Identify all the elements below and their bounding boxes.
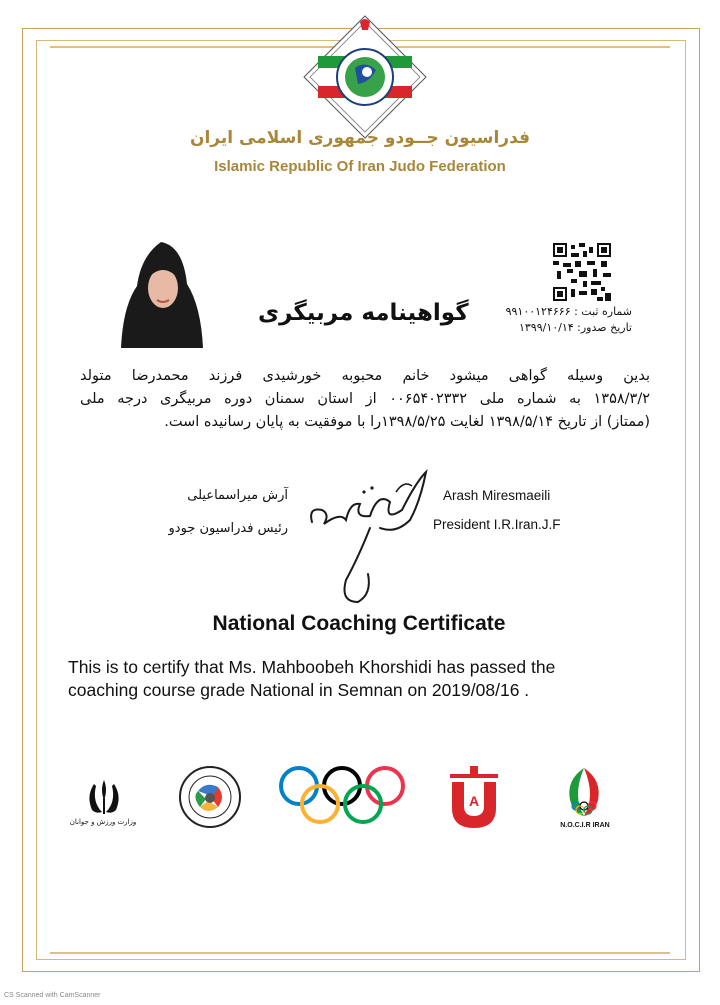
- certificate-body-fa-line: بدین وسیله گواهی میشود خانم محبوبه خورشیدی فرزند محمدرضا متولد: [80, 368, 650, 384]
- ijf-logo: [178, 765, 242, 829]
- olympic-rings-icon: [277, 764, 407, 826]
- certificate-body-fa-line: ۱۳۵۸/۳/۲ به شماره ملی ۰۰۶۵۴۰۲۳۳۲ از استان سمنان دوره مربیگری درجه ملی: [80, 391, 650, 407]
- certificate-body-en-line: coaching course grade National in Semnan on 2019/08/16 .: [68, 680, 530, 700]
- signatory-name-fa: آرش میراسماعیلی: [187, 488, 288, 503]
- certificate-title-en: National Coaching Certificate: [212, 612, 506, 635]
- signature: [300, 462, 440, 622]
- border-ornament-bottom: [50, 952, 670, 954]
- scanner-watermark: CS Scanned with CamScanner: [4, 992, 101, 999]
- federation-name-en: Islamic Republic Of Iran Judo Federation: [214, 158, 506, 175]
- ministry-caption: وزارت ورزش و جوانان: [69, 818, 137, 826]
- signatory-title-fa: رئیس فدراسیون جودو: [168, 521, 288, 536]
- certificate-body-en-line: This is to certify that Ms. Mahboobeh Khorshidi has passed the: [68, 657, 556, 677]
- issue-date: تاریخ صدور: ۱۳۹۹/۱۰/۱۴: [518, 321, 632, 334]
- qr-code[interactable]: [553, 243, 611, 301]
- registration-number: شماره ثبت : ۹۹۱۰۰۱۲۴۶۶۶: [505, 305, 632, 318]
- signatory-title-en: President I.R.Iran.J.F: [433, 517, 561, 532]
- holder-photo: [117, 236, 205, 348]
- university-logo: [446, 766, 502, 830]
- certificate-body-fa-line: (ممتاز) از تاریخ ۱۳۹۸/۵/۱۴ لغایت ۱۳۹۸/۵/۲۵را با موفقیت به پایان رسانیده است.: [164, 414, 650, 430]
- nocir-logo: [556, 766, 612, 820]
- signatory-name-en: Arash Miresmaeili: [443, 488, 551, 503]
- svg-text:A: A: [468, 793, 480, 809]
- certificate-title-fa: گواهینامه مربیگری: [258, 300, 469, 326]
- federation-logo: [300, 12, 430, 142]
- federation-name-fa: فدراسیون جــودو جمهوری اسلامی ایران: [189, 128, 531, 148]
- nocir-caption: N.O.C.I.R IRAN: [560, 822, 610, 829]
